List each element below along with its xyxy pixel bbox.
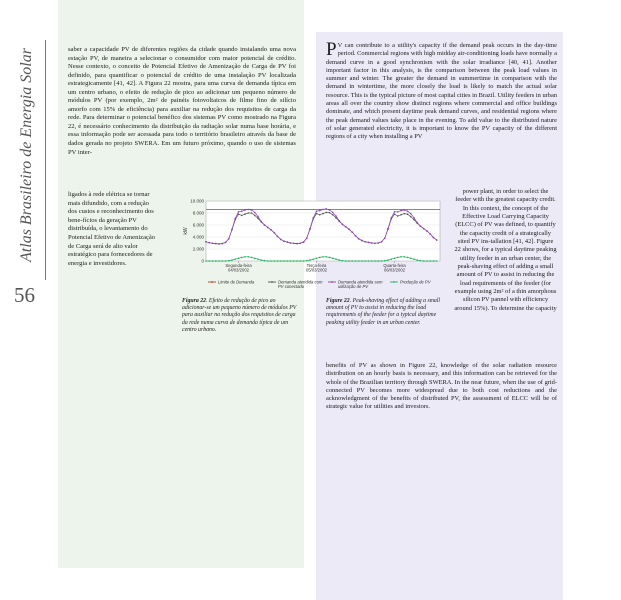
series-point-2 bbox=[293, 260, 295, 262]
legend-marker bbox=[331, 281, 333, 283]
series-point-1 bbox=[416, 222, 418, 224]
series-point-1 bbox=[345, 226, 347, 228]
y-tick-label: 6.000 bbox=[192, 222, 204, 228]
running-head bbox=[12, 40, 42, 270]
series-point-2 bbox=[251, 257, 253, 259]
series-point-1 bbox=[358, 238, 360, 240]
series-point-1 bbox=[381, 241, 383, 243]
page-number: 56 bbox=[14, 283, 35, 307]
series-point-2 bbox=[358, 260, 360, 262]
english-narrow-paragraph: power plant, in order to select the feeder with the greatest capacity credit. In this context, the concept of the Effective Load Carrying Capacity (ELCC) of PV was defined, to quantify the capacity credit of a strategically sited PV ins-tallation [41, 42]. Figure 22 shows, for a typical daytime peaking utility feeder in an urban center, the peak-shaving effect of adding a small amount of PV to assist in reducing the load requirements of the feeder (for example using 2m² of a thin amorphous silicon PV pannel with efficiency around 15%). To determine the capacity bbox=[454, 188, 557, 312]
y-tick-label: 8.000 bbox=[192, 210, 204, 216]
legend-marker bbox=[271, 281, 273, 283]
series-point-0 bbox=[325, 212, 327, 214]
series-point-1 bbox=[423, 228, 425, 230]
series-point-1 bbox=[244, 209, 246, 211]
series-point-1 bbox=[273, 232, 275, 234]
series-point-1 bbox=[228, 238, 230, 240]
series-point-1 bbox=[303, 241, 305, 243]
series-point-0 bbox=[319, 214, 321, 216]
series-point-1 bbox=[332, 212, 334, 214]
pt-caption-text: . Efeito de redução de pico ao adicionar-se um pequeno número de módulos PV para auxiliar na redução dos requisitos de carga da rede numa curva de demanda típica de um centro urbano. bbox=[182, 298, 297, 333]
series-point-1 bbox=[329, 209, 331, 211]
english-body-text: V can contribute to a utility's capacity if the demand peak occurs in the day-time period. Commercial regions with high midday air-conditioning loads have normally a demand curve in a good synchronism with the solar irradiance [40, 41]. Another important factor in this analysis, is the comparison between the peak load values in summer and winter. The greater the demand in summertime in comparison with the demand in wintertime, the more closely the load is likely to match the actual solar resource. This is the typical picture of most capital cities in Brazil. Utility feeders in urban areas all over the country show distinct regions where commercial and office buildings dominate, and which present daytime peak demand curves, and residential regions where the peak demand values take place in the evening. To add value to the distributed nature of solar generated electricity, it is important to know the PV capacity of the different regions of a city when installing a PV bbox=[326, 42, 557, 141]
y-tick-label: 10.000 bbox=[190, 198, 204, 204]
legend-label: Demanda atendida sem bbox=[338, 279, 383, 285]
portuguese-paragraph bbox=[68, 46, 296, 157]
series-point-2 bbox=[234, 258, 236, 260]
series-point-1 bbox=[374, 243, 376, 245]
series-point-2 bbox=[322, 256, 324, 258]
series-point-0 bbox=[397, 215, 399, 217]
series-point-2 bbox=[267, 260, 269, 262]
series-point-2 bbox=[381, 260, 383, 262]
series-point-2 bbox=[270, 260, 272, 262]
series-point-2 bbox=[299, 260, 301, 262]
legend-marker bbox=[393, 281, 395, 283]
series-point-2 bbox=[397, 257, 399, 259]
series-point-2 bbox=[407, 257, 409, 259]
figure-22-chart bbox=[178, 194, 446, 296]
series-point-1 bbox=[377, 242, 379, 244]
series-point-2 bbox=[413, 258, 415, 260]
series-point-0 bbox=[329, 212, 331, 214]
series-point-1 bbox=[368, 242, 370, 244]
series-point-1 bbox=[309, 228, 311, 230]
legend-label: Limite de Demanda bbox=[218, 279, 255, 285]
english-figure-caption bbox=[326, 298, 448, 327]
series-point-1 bbox=[371, 242, 373, 244]
x-tick-label-date: 05/03/2002 bbox=[306, 267, 327, 273]
series-point-1 bbox=[251, 209, 253, 211]
atlas-title: Atlas Brasileiro de Energia Solar bbox=[18, 48, 35, 262]
series-point-2 bbox=[254, 258, 256, 260]
series-point-1 bbox=[264, 224, 266, 226]
series-point-2 bbox=[303, 260, 305, 262]
series-point-2 bbox=[416, 259, 418, 261]
portuguese-narrow-paragraph: ligados à rede elétrica se tornar mais difundido, com a redução dos custos e reconhecimento dos bene-fícios da geração PV distribuída, o levantamento do Potencial Efetivo de Amenização de Carga será de alto valor estratégico para fornecedores de energia e investidores. bbox=[68, 191, 156, 267]
series-point-2 bbox=[260, 259, 262, 261]
series-point-1 bbox=[355, 235, 357, 237]
series-point-1 bbox=[364, 241, 366, 243]
portuguese-figure-caption bbox=[182, 298, 300, 334]
series-point-0 bbox=[394, 213, 396, 215]
legend-label-cont: utilização de PV bbox=[338, 284, 369, 289]
series-point-1 bbox=[348, 228, 350, 230]
series-point-1 bbox=[335, 215, 337, 217]
series-point-2 bbox=[296, 260, 298, 262]
series-point-2 bbox=[316, 258, 318, 260]
series-point-0 bbox=[247, 212, 249, 214]
series-point-2 bbox=[231, 259, 233, 261]
x-tick-label-day: Quarta-feira bbox=[383, 263, 406, 268]
series-point-2 bbox=[374, 260, 376, 262]
y-tick-label: 0 bbox=[201, 258, 204, 264]
series-point-1 bbox=[306, 237, 308, 239]
series-point-1 bbox=[426, 230, 428, 232]
series-point-2 bbox=[364, 260, 366, 262]
series-point-2 bbox=[208, 260, 210, 262]
english-bottom-paragraph: benefits of PV as shown in Figure 22, knowledge of the solar radiation resource distribution on an hourly basis is necessary, and this information can be retrieved for the whole of the Brazilian territory through SWERA. In the near future, when the use of grid-connected PV becomes more widespread due to both cost reductions and the acknowledgment of the benefits of distributed PV, the assessment of ELCC will be of strategic value for utilities and investors. bbox=[326, 362, 557, 411]
series-point-1 bbox=[319, 210, 321, 212]
series-point-0 bbox=[410, 216, 412, 218]
series-point-2 bbox=[312, 258, 314, 260]
legend-label-cont: PV conectado bbox=[278, 284, 305, 289]
series-point-1 bbox=[234, 218, 236, 220]
series-point-1 bbox=[296, 243, 298, 245]
series-point-0 bbox=[254, 215, 256, 217]
series-point-1 bbox=[325, 208, 327, 210]
series-point-1 bbox=[205, 241, 207, 243]
series-point-1 bbox=[215, 243, 217, 245]
series-point-1 bbox=[394, 211, 396, 213]
drop-cap: P bbox=[326, 39, 337, 60]
series-point-1 bbox=[270, 229, 272, 231]
portuguese-body-text: saber a capacidade PV de diferentes regiões da cidade quando instalando uma nova estação PV, de maneira a selecionar o consumidor com maior potencial de crédito. Nesse contexto, o conceito de Potencial Efetivo de Amenização de Carga de PV foi definido, para quantificar o potencial de crédito de uma instalação PV localizada estrategicamente [41, 42]. A Figura 22 mostra, para uma curva de demanda típica em um centro urbano, o efeito de redução de pico ao adicionar um pequeno número de módulos PV (por exemplo, 2m² de painéis fotovoltaicos de filme fino de silício amorfo com 15% de eficiência) para auxiliar na redução dos requisitos de carga da rede. Para determinar o potencial benéfico dos sistemas PV como mostrado na Figura 22, é necessário conhecimento da distribuição da radiação solar numa base horária, e essa informação pode ser acessada para todo o território brasileiro através da base de dados gerada no projeto SWERA. Em um futuro próximo, quando o uso de sistemas PV inter- bbox=[68, 46, 296, 156]
series-point-1 bbox=[384, 237, 386, 239]
series-point-2 bbox=[306, 260, 308, 262]
series-point-1 bbox=[290, 242, 292, 244]
x-tick-label-day: Segunda-feira bbox=[225, 263, 252, 268]
series-point-2 bbox=[332, 258, 334, 260]
series-point-1 bbox=[413, 217, 415, 219]
y-tick-label: 2.000 bbox=[192, 246, 204, 252]
series-point-1 bbox=[316, 210, 318, 212]
series-point-2 bbox=[371, 260, 373, 262]
series-point-2 bbox=[212, 260, 214, 262]
series-point-1 bbox=[267, 227, 269, 229]
series-point-2 bbox=[387, 259, 389, 261]
series-point-2 bbox=[290, 260, 292, 262]
series-point-2 bbox=[410, 258, 412, 260]
series-point-2 bbox=[423, 260, 425, 262]
series-point-2 bbox=[420, 260, 422, 262]
pt-caption-label: Figura 22 bbox=[182, 298, 206, 304]
series-point-1 bbox=[231, 228, 233, 230]
series-point-1 bbox=[293, 243, 295, 245]
series-point-1 bbox=[238, 211, 240, 213]
series-point-1 bbox=[400, 210, 402, 212]
series-point-2 bbox=[361, 260, 363, 262]
legend-label: Produção de PV bbox=[400, 279, 431, 285]
series-point-2 bbox=[335, 258, 337, 260]
series-point-1 bbox=[410, 213, 412, 215]
series-point-2 bbox=[342, 260, 344, 262]
series-point-0 bbox=[332, 214, 334, 216]
series-point-2 bbox=[426, 260, 428, 262]
series-point-2 bbox=[355, 260, 357, 262]
series-point-1 bbox=[257, 216, 259, 218]
series-point-1 bbox=[420, 225, 422, 227]
series-point-2 bbox=[228, 260, 230, 262]
series-point-1 bbox=[403, 209, 405, 211]
series-point-1 bbox=[361, 240, 363, 242]
english-paragraph bbox=[326, 39, 557, 142]
series-point-2 bbox=[384, 260, 386, 262]
series-point-2 bbox=[377, 260, 379, 262]
series-point-1 bbox=[260, 221, 262, 223]
series-point-2 bbox=[273, 260, 275, 262]
series-point-1 bbox=[241, 210, 243, 212]
series-point-2 bbox=[390, 258, 392, 260]
series-point-1 bbox=[247, 209, 249, 211]
series-point-1 bbox=[342, 224, 344, 226]
series-point-1 bbox=[312, 217, 314, 219]
series-point-2 bbox=[244, 256, 246, 258]
series-point-1 bbox=[338, 220, 340, 222]
series-point-2 bbox=[264, 260, 266, 262]
x-tick-label-date: 04/03/2002 bbox=[228, 267, 249, 273]
series-point-2 bbox=[205, 260, 207, 262]
series-point-0 bbox=[403, 213, 405, 215]
en-caption-label: Figure 22 bbox=[326, 298, 350, 304]
series-point-2 bbox=[215, 260, 217, 262]
series-point-2 bbox=[403, 256, 405, 258]
series-point-0 bbox=[241, 215, 243, 217]
series-point-1 bbox=[221, 243, 223, 245]
series-point-1 bbox=[254, 212, 256, 214]
series-point-2 bbox=[400, 256, 402, 258]
series-point-2 bbox=[368, 260, 370, 262]
series-point-2 bbox=[394, 258, 396, 260]
series-point-1 bbox=[212, 243, 214, 245]
en-caption-text: . Peak-shaving effect of adding a small amount of PV to assist in reducing the load requirements of the feeder for a typical daytime peaking utility feeder in an urban center. bbox=[326, 298, 441, 326]
series-point-1 bbox=[397, 211, 399, 213]
series-point-2 bbox=[221, 260, 223, 262]
x-tick-label-date: 06/03/2002 bbox=[384, 267, 405, 273]
series-point-1 bbox=[218, 243, 220, 245]
series-point-2 bbox=[238, 258, 240, 260]
series-point-1 bbox=[208, 242, 210, 244]
series-point-1 bbox=[390, 217, 392, 219]
series-point-2 bbox=[277, 260, 279, 262]
series-point-1 bbox=[407, 210, 409, 212]
series-point-2 bbox=[348, 260, 350, 262]
series-point-2 bbox=[309, 259, 311, 261]
series-point-2 bbox=[280, 260, 282, 262]
series-point-1 bbox=[280, 239, 282, 241]
y-tick-label: 4.000 bbox=[192, 234, 204, 240]
series-point-2 bbox=[241, 257, 243, 259]
series-point-2 bbox=[283, 260, 285, 262]
series-point-1 bbox=[322, 209, 324, 211]
series-point-2 bbox=[286, 260, 288, 262]
series-point-2 bbox=[433, 260, 435, 262]
sidebar-rule bbox=[45, 40, 46, 280]
series-point-1 bbox=[299, 243, 301, 245]
legend-marker bbox=[211, 281, 213, 283]
series-point-2 bbox=[247, 256, 249, 258]
series-point-0 bbox=[407, 213, 409, 215]
legend-label: Demanda atendida com bbox=[278, 279, 323, 285]
series-point-2 bbox=[225, 260, 227, 262]
series-point-1 bbox=[277, 236, 279, 238]
series-point-0 bbox=[322, 213, 324, 215]
series-point-1 bbox=[351, 231, 353, 233]
series-point-1 bbox=[433, 237, 435, 239]
series-point-2 bbox=[257, 258, 259, 260]
series-point-2 bbox=[345, 260, 347, 262]
series-point-2 bbox=[436, 260, 438, 262]
series-point-1 bbox=[283, 240, 285, 242]
series-point-2 bbox=[429, 260, 431, 262]
series-point-2 bbox=[218, 260, 220, 262]
series-point-0 bbox=[244, 213, 246, 215]
x-tick-label-day: Terça-feira bbox=[306, 263, 327, 268]
chart-svg bbox=[178, 194, 446, 296]
series-point-1 bbox=[286, 241, 288, 243]
series-point-0 bbox=[400, 214, 402, 216]
series-point-1 bbox=[436, 239, 438, 241]
series-point-2 bbox=[338, 259, 340, 261]
series-point-1 bbox=[225, 242, 227, 244]
y-axis-label: kW bbox=[183, 227, 189, 235]
series-point-1 bbox=[429, 233, 431, 235]
series-point-2 bbox=[325, 256, 327, 258]
series-point-1 bbox=[387, 228, 389, 230]
series-point-0 bbox=[251, 212, 253, 214]
series-point-2 bbox=[319, 257, 321, 259]
series-point-2 bbox=[329, 257, 331, 259]
series-point-2 bbox=[351, 260, 353, 262]
